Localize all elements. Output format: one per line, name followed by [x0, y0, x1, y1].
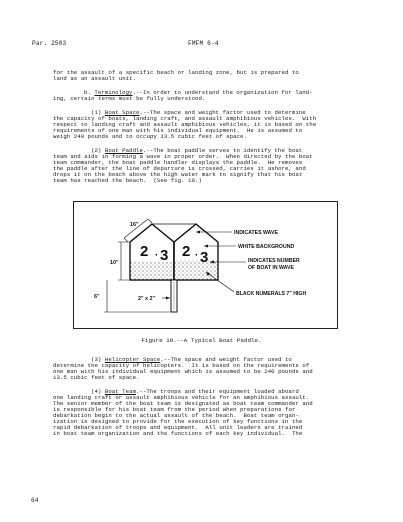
boat-paddle-line-3: team commander, the boat paddle handler displays the paddle. He removes: [53, 159, 303, 166]
dim-section-label: 2" x 2": [138, 296, 156, 302]
callout-numerals: BLACK NUMERALS 7" HIGH: [236, 291, 307, 297]
callout-number-line1: INDICATES NUMBER: [248, 258, 300, 264]
helicopter-space-line-3: one man with his individual equipment which is assumed to be 240 pounds and: [53, 368, 313, 375]
intro-line-2: land as an assault unit.: [53, 75, 137, 82]
boat-paddle-figure: [73, 201, 338, 329]
callout-wave: INDICATES WAVE: [234, 230, 278, 236]
boat-space-line-2: the capacity of boats, landing craft, and assault amphibious vehicles. With: [53, 115, 317, 122]
boat-paddle-text-1: .--The boat paddle serves to identify the boat: [142, 147, 303, 154]
svg-text:·: ·: [195, 250, 199, 261]
boat-team-line-2: one landing craft or assault amphibious vehicle for an amphibious assault.: [53, 394, 310, 401]
terminology-lead: b.: [84, 89, 91, 96]
page-number: 64: [31, 497, 39, 504]
boat-paddle-line-2: team and aids in forming a wave in proper order. When directed by the boat: [53, 153, 313, 160]
boat-team-line-7: rapid debarkation of troops and equipment. All unit leaders are trained: [53, 424, 303, 431]
boat-space-line-4: requirements of one man with his individual equipment. He is assumed to: [53, 127, 303, 134]
paddle-numeral-left-bottom: 3: [160, 247, 169, 264]
boat-team-line-4: is responsible for his boat team from the period when preparations for: [53, 406, 296, 413]
helicopter-space-lead: (3): [91, 356, 102, 363]
terminology-term: Terminology: [94, 89, 133, 96]
boat-space-line-3: respect to landing craft and assault amphibious vehicles, it is based on the: [53, 121, 317, 128]
figure-caption: Figure 10.--A Typical Boat Paddle.: [141, 337, 262, 344]
boat-paddle-line-6: team has reached the beach. (See fig. 10.): [53, 177, 202, 184]
boat-team-line-6: ization is designed to provide for the execution of key functions in the: [53, 418, 303, 425]
helicopter-space-text-1: .--The space and weight factor used to: [160, 356, 292, 363]
paddle-numeral-right-bottom: 3: [200, 249, 209, 266]
boat-space-term: Boat Space: [104, 109, 140, 116]
boat-team-line-3: The senior member of the boat team is designated as boat team commander and: [53, 400, 313, 407]
paddle-numeral-right-top: 2: [182, 243, 191, 260]
boat-paddle-line-4: the paddle after the line of departure is crossed, carries it ashore, and: [53, 165, 306, 172]
intro-line-1: for the assault of a specific beach or landing zone, but is prepared to: [53, 69, 299, 76]
svg-text:·: ·: [155, 250, 159, 261]
boat-space-text-1: .--The space and weight factor used to determine: [139, 109, 306, 116]
callout-background: WHITE BACKGROUND: [238, 244, 295, 250]
boat-team-text-1: .--The troops and their equipment loaded aboard: [136, 388, 299, 395]
dim-post-label: 6": [94, 294, 100, 300]
dim-top-label: 16": [130, 222, 139, 228]
helicopter-space-term: Helicopter Space: [104, 356, 161, 363]
boat-team-lead: (4): [91, 388, 102, 395]
boat-space-lead: (1): [91, 109, 102, 116]
header-manual-id: FMFM 6-4: [188, 40, 219, 47]
paddle-numeral-left-top: 2: [140, 243, 149, 260]
boat-paddle-lead: (2): [91, 147, 102, 154]
callout-number-line2: OF BOAT IN WAVE: [248, 265, 294, 271]
terminology-line-2: ing, certain terms must be fully understood.: [53, 95, 206, 102]
header-paragraph-ref: Par. 2503: [32, 40, 67, 47]
dim-height-label: 10": [110, 260, 119, 266]
boat-paddle-drawing: [74, 202, 337, 328]
boat-team-line-8: in boat team organization and the functions of each key individual. The: [53, 430, 303, 437]
boat-team-term: Boat Team: [104, 388, 137, 395]
boat-paddle-term: Boat Paddle: [104, 147, 143, 154]
helicopter-space-line-4: 13.5 cubic feet of space.: [53, 374, 140, 381]
boat-team-line-5: debarkation begin to the actual assault of the beach. Boat team organ-: [53, 412, 299, 419]
boat-space-line-5: weigh 240 pounds and to occupy 13.5 cubic feet of space.: [53, 133, 247, 140]
boat-paddle-line-5: drops it on the beach above the high water mark to signify that his boat: [53, 171, 303, 178]
helicopter-space-line-2: determine the capacity of helicopters. It is based on the requirements of: [53, 362, 310, 369]
terminology-text-1: .--In order to understand the organization for land-: [132, 89, 313, 96]
